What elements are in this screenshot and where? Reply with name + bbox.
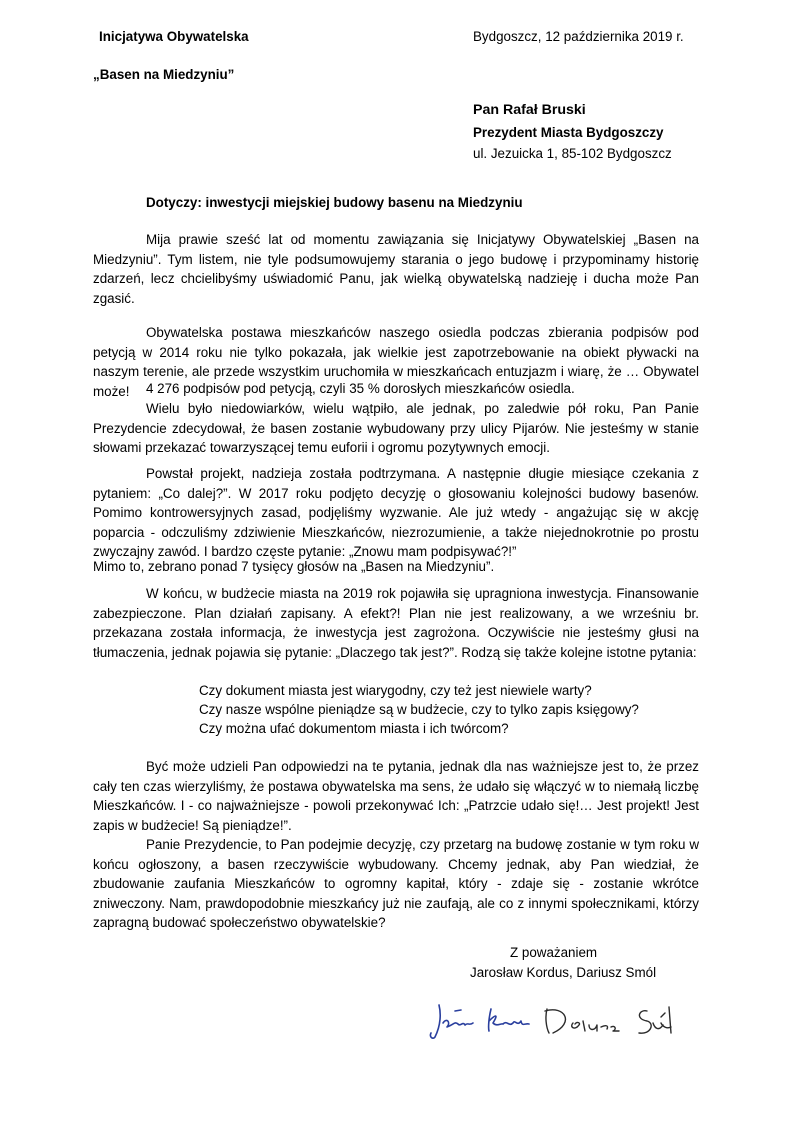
place-date: Bydgoszcz, 12 października 2019 r. bbox=[473, 29, 684, 44]
recipient-title: Prezydent Miasta Bydgoszczy bbox=[473, 125, 664, 140]
closing-names: Jarosław Kordus, Dariusz Smól bbox=[470, 965, 657, 980]
handwritten-signatures bbox=[425, 993, 685, 1043]
sender-org: Inicjatywa Obywatelska bbox=[99, 29, 249, 44]
paragraph-3: Wielu było niedowiarków, wielu wątpiło, ale jednak, po zaledwie pół roku, Pan Panie Prezydencie zdecydował, że basen zostanie wybudowany przy ulicy Pijarów. Nie jesteśmy w stanie słowami przekazać towarzyszącej temu euforii i ogromu pozytywnych emocji. bbox=[93, 401, 699, 456]
subject-line: Dotyczy: inwestycji miejskiej budowy basenu na Miedzyniu bbox=[146, 195, 523, 210]
paragraph-1: Mija prawie sześć lat od momentu zawiązania się Inicjatywy Obywatelskiej „Basen na Miedzyniu”. Tym listem, nie tyle podsumowujemy starania o jego budowę i przypominamy historię zdarzeń, lecz chcielibyśmy uświadomić Panu, jak wielką obywatelską nadzieję i ducha może Pan zgasić. bbox=[93, 232, 699, 306]
recipient-name: Pan Rafał Bruski bbox=[473, 102, 586, 118]
paragraph-7: Panie Prezydencie, to Pan podejmie decyzję, czy przetarg na budowę zostanie w tym roku w końcu ogłoszony, a basen rzeczywiście wybudowany. Chcemy jednak, aby Pan wiedział, że zbudowanie zaufania Mieszkańców to ogromny kapitał, który - zdaje się - zostanie wkrótce zniweczony. Nam, prawdopodobnie mieszkańcy już nie zaufają, ale co z innymi społecznikami, którzy zapragną budować społeczeństwo obywatelskie? bbox=[93, 837, 699, 931]
question-1: Czy dokument miasta jest wiarygodny, czy też jest niewiele warty? bbox=[199, 683, 592, 698]
paragraph-4: Powstał projekt, nadzieja została podtrzymana. A następnie długie miesiące czekania z pytaniem: „Co dalej?”. W 2017 roku podjęto decyzję o głosowaniu kolejności budowy basenów. Pomimo kontrowersyjnych zasad, podjęliśmy wyzwanie. Ale już wtedy - angażując się w akcję poparcia - odczuliśmy zdziwienie Mieszkańców, niezrozumienie, a także niejednokrotnie po prostu zwyczajny zawód. I bardzo częste pytanie: „Znowu mam podpisywać?!” bbox=[93, 466, 699, 560]
paragraph-votes: Mimo to, zebrano ponad 7 tysięcy głosów na „Basen na Miedzyniu”. bbox=[93, 559, 495, 574]
sender-initiative-name: „Basen na Miedzyniu” bbox=[93, 67, 235, 82]
recipient-address: ul. Jezuicka 1, 85-102 Bydgoszcz bbox=[473, 146, 672, 161]
question-2: Czy nasze wspólne pieniądze są w budżecie, czy to tylko zapis księgowy? bbox=[199, 702, 639, 717]
paragraph-6: Być może udzieli Pan odpowiedzi na te pytania, jednak dla nas ważniejsze jest to, że przez cały ten czas wierzyliśmy, że postawa obywatelska ma sens, że udało się włączyć w to niemałą liczbę Mieszkańców. I - co najważniejsze - powoli przekonywać Ich: „Patrzcie udało się!… Jest projekt! Jest zapis w budżecie! Są pieniądze!”. bbox=[93, 759, 699, 833]
paragraph-2: Obywatelska postawa mieszkańców naszego osiedla podczas zbierania podpisów pod petycją w 2014 roku nie tylko pokazała, jak wielkie jest zapotrzebowanie na obiekt pływacki na naszym terenie, ale przede wszystkim uruchomiła w mieszkańcach entuzjazm i wiarę, że … Obywatel może! bbox=[93, 325, 699, 399]
closing-greeting: Z poważaniem bbox=[510, 945, 598, 960]
signature-smol bbox=[545, 1007, 671, 1033]
paragraph-signatures-count: 4 276 podpisów pod petycją, czyli 35 % dorosłych mieszkańców osiedla. bbox=[146, 381, 575, 396]
paragraph-5: W końcu, w budżecie miasta na 2019 rok pojawiła się upragniona inwestycja. Finansowanie zabezpieczone. Plan działań zapisany. A efekt?! Plan nie jest realizowany, a we wrześniu br. przekazana została informacja, że inwestycja jest zagrożona. Oczywiście nie jesteśmy głusi na tłumaczenia, jednak pojawia się pytanie: „Dlaczego tak jest?”. Rodzą się także kolejne istotne pytania: bbox=[93, 586, 699, 660]
signature-kordus bbox=[430, 1005, 529, 1038]
question-3: Czy można ufać dokumentom miasta i ich twórcom? bbox=[199, 721, 509, 736]
